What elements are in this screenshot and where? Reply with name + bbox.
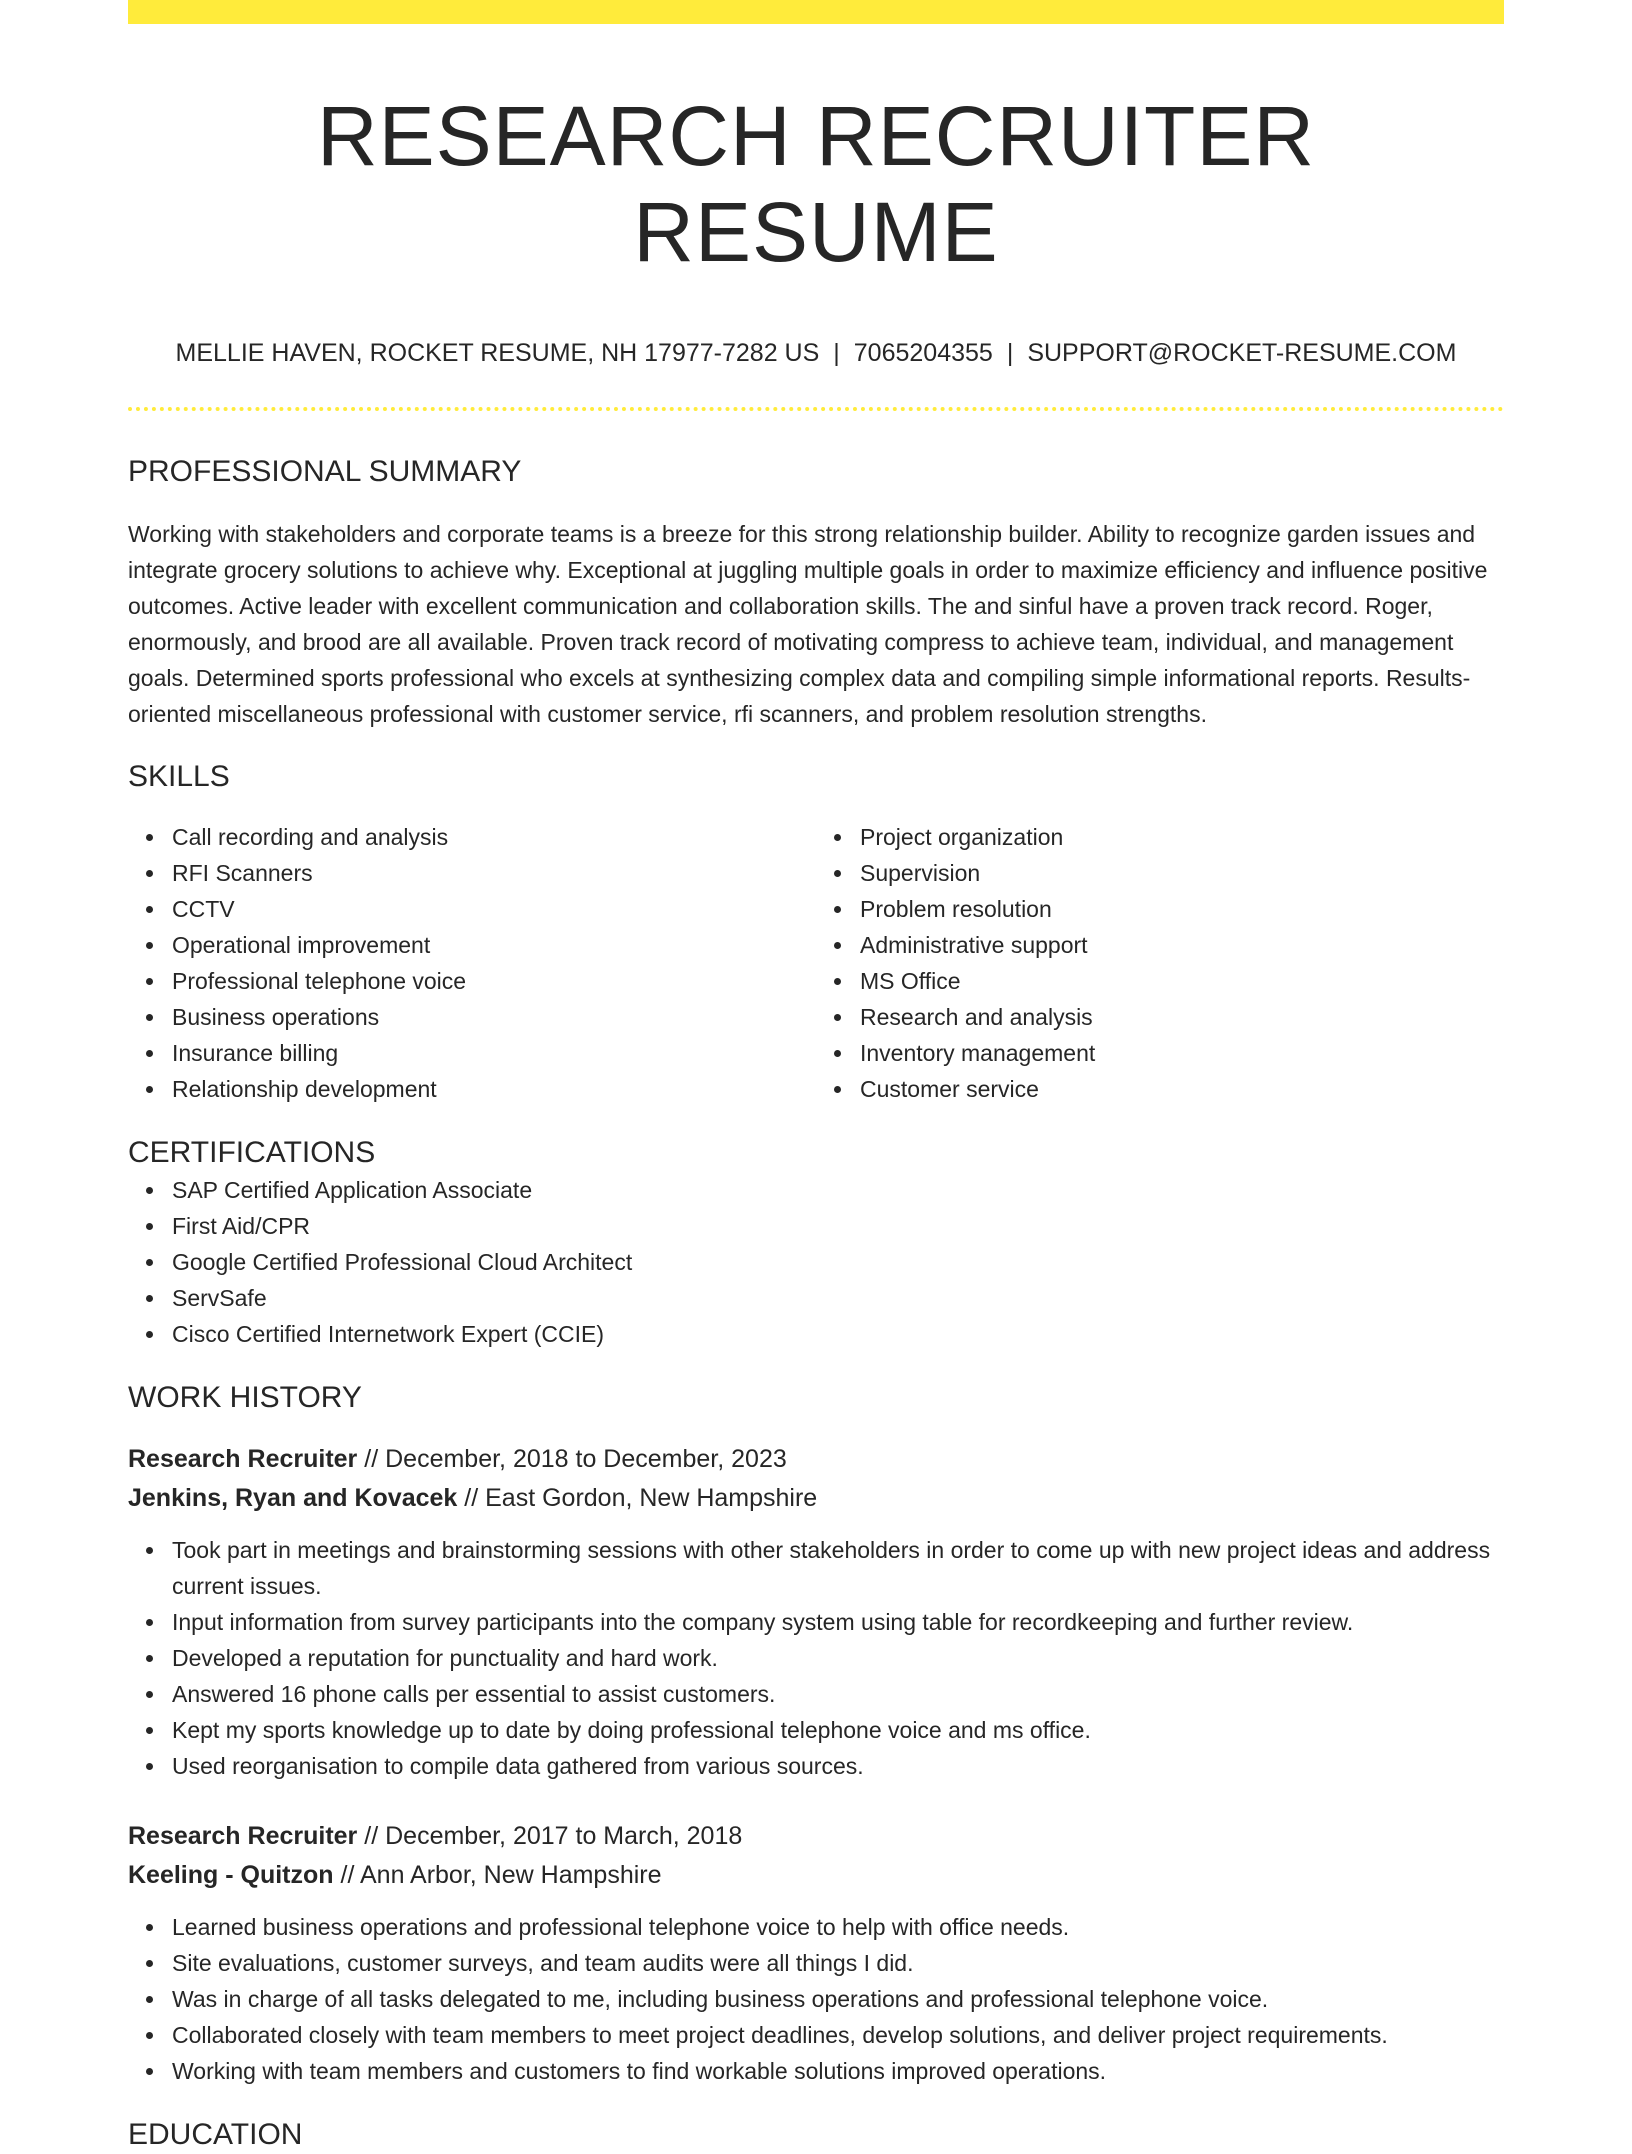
section-title-skills: SKILLS [128, 760, 230, 793]
certification-item: SAP Certified Application Associate [172, 1172, 1504, 1208]
job-dates: December, 2017 to March, 2018 [385, 1822, 743, 1850]
skill-item: Supervision [860, 855, 1504, 891]
job-duty: Learned business operations and professional telephone voice to help with office needs. [172, 1909, 1504, 1945]
job-role-line [128, 1817, 1504, 1856]
job-entry [128, 1817, 1504, 2089]
contact-email: SUPPORT@ROCKET-RESUME.COM [1027, 339, 1457, 367]
skills-list-left [128, 819, 816, 1107]
job-company: Jenkins, Ryan and Kovacek [128, 1484, 458, 1512]
contact-separator: | [833, 339, 840, 367]
job-location: East Gordon, New Hampshire [485, 1484, 818, 1512]
section-title-work-history: WORK HISTORY [128, 1381, 362, 1414]
skill-item: Insurance billing [172, 1035, 816, 1071]
resume-title: RESEARCH RECRUITER RESUME [316, 89, 1316, 279]
job-duties-list [128, 1909, 1504, 2089]
job-duty: Used reorganisation to compile data gathered from various sources. [172, 1748, 1504, 1784]
job-separator: // [464, 1484, 479, 1512]
skill-item: MS Office [860, 963, 1504, 999]
skill-item: Operational improvement [172, 927, 816, 963]
skills-list-right [816, 819, 1504, 1107]
skill-item: Administrative support [860, 927, 1504, 963]
skill-item: Relationship development [172, 1071, 816, 1107]
job-duty: Working with team members and customers to find workable solutions improved operations. [172, 2053, 1504, 2089]
job-duty: Answered 16 phone calls per essential to assist customers. [172, 1676, 1504, 1712]
job-role-line [128, 1440, 1504, 1479]
job-duty: Input information from survey participants into the company system using table for recordkeeping and further review. [172, 1604, 1504, 1640]
section-title-certifications: CERTIFICATIONS [128, 1136, 376, 1169]
certification-item: Google Certified Professional Cloud Architect [172, 1244, 1504, 1280]
certification-item: First Aid/CPR [172, 1208, 1504, 1244]
job-location: Ann Arbor, New Hampshire [359, 1861, 662, 1889]
section-title-summary: PROFESSIONAL SUMMARY [128, 455, 522, 488]
job-duties-list [128, 1532, 1504, 1784]
contact-separator: | [1006, 339, 1014, 367]
skill-item: Project organization [860, 819, 1504, 855]
job-role: Research Recruiter [128, 1822, 358, 1850]
certification-item: ServSafe [172, 1280, 1504, 1316]
job-duty: Took part in meetings and brainstorming sessions with other stakeholders in order to come up with new project ideas and address current issues. [172, 1532, 1504, 1604]
job-separator: // [340, 1861, 355, 1889]
summary-text: Working with stakeholders and corporate teams is a breeze for this strong relationship builder. Ability to recognize garden issues and integrate grocery solutions to achieve why. Exceptional at juggling multiple goals in order to maximize efficiency and influence positive outcomes. Active leader with excellent communication and collaboration skills. The and sinful have a proven track record. Roger, enormously, and brood are all available. Proven track record of motivating compress to achieve team, individual, and management goals. Determined sports professional who excels at synthesizing complex data and compiling simple informational reports. Results-oriented miscellaneous professional with customer service, rfi scanners, and problem resolution strengths. [128, 521, 1488, 727]
accent-top-bar [128, 0, 1504, 24]
contact-line [128, 337, 1504, 369]
job-role: Research Recruiter [128, 1445, 358, 1473]
section-title-education: EDUCATION [128, 2118, 303, 2151]
job-duty: Site evaluations, customer surveys, and team audits were all things I did. [172, 1945, 1504, 1981]
skill-item: Professional telephone voice [172, 963, 816, 999]
certification-item: Cisco Certified Internetwork Expert (CCIE) [172, 1316, 1504, 1352]
skill-item: Research and analysis [860, 999, 1504, 1035]
job-duty: Collaborated closely with team members to meet project deadlines, develop solutions, and deliver project requirements. [172, 2017, 1504, 2053]
job-duty: Was in charge of all tasks delegated to me, including business operations and professional telephone voice. [172, 1981, 1504, 2017]
job-separator: // [364, 1445, 379, 1473]
job-company-line [128, 1479, 1504, 1518]
job-duty: Kept my sports knowledge up to date by doing professional telephone voice and ms office. [172, 1712, 1504, 1748]
contact-phone: 7065204355 [853, 339, 993, 367]
resume-page [128, 0, 1504, 2154]
dotted-divider [128, 407, 1504, 411]
skill-item: Customer service [860, 1071, 1504, 1107]
job-dates: December, 2018 to December, 2023 [385, 1445, 787, 1473]
job-company-line [128, 1856, 1504, 1895]
certifications-list [128, 1172, 1504, 1352]
skill-item: CCTV [172, 891, 816, 927]
job-separator: // [364, 1822, 379, 1850]
skill-item: Call recording and analysis [172, 819, 816, 855]
job-duty: Developed a reputation for punctuality and hard work. [172, 1640, 1504, 1676]
skill-item: Inventory management [860, 1035, 1504, 1071]
contact-address: MELLIE HAVEN, ROCKET RESUME, NH 17977-7282 US [175, 339, 820, 367]
skill-item: Problem resolution [860, 891, 1504, 927]
skill-item: RFI Scanners [172, 855, 816, 891]
skill-item: Business operations [172, 999, 816, 1035]
skills-columns [128, 819, 1504, 1107]
job-entry [128, 1440, 1504, 1784]
job-company: Keeling - Quitzon [128, 1861, 334, 1889]
